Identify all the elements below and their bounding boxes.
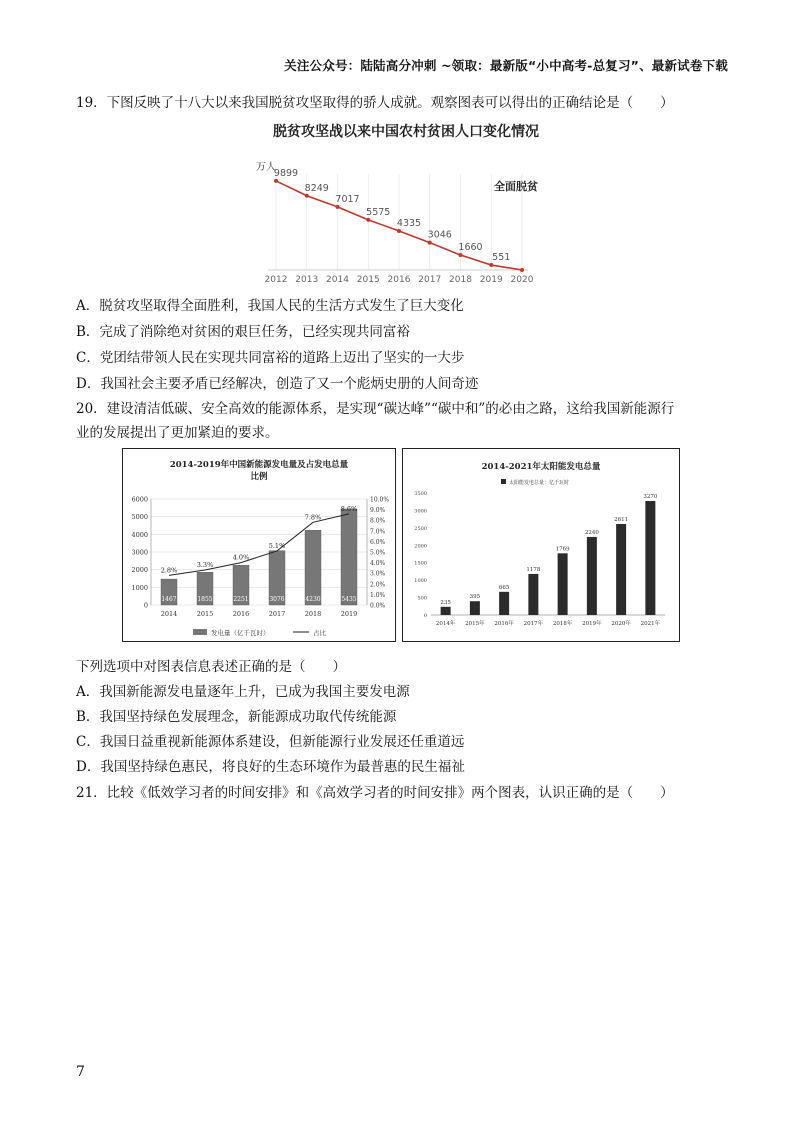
chart1-x-tick-label: 2012 <box>264 275 288 285</box>
q20-option-d: D．我国坚持绿色惠民，将良好的生态环境作为最普惠的民生福祉 <box>76 759 465 775</box>
chart3-x-tick-label: 2018年 <box>552 621 573 627</box>
chart1-data-label: 4335 <box>396 217 422 229</box>
chart3-bar <box>558 553 568 615</box>
chart2-y2-tick-label: 2.0% <box>370 581 386 589</box>
chart2-ratio-label: 5.1% <box>268 541 286 550</box>
chart1-data-label: 3046 <box>427 229 452 241</box>
chart2-bar-label: 3076 <box>269 596 285 603</box>
chart2-y2-tick-label: 5.0% <box>370 549 386 557</box>
chart3-y-tick-label: 3000 <box>414 508 427 515</box>
chart2-y2-tick-label: 3.0% <box>370 570 386 578</box>
chart1-point <box>336 205 340 209</box>
q19-option-a: A．脱贫攻坚取得全面胜利，我国人民的生活方式发生了巨大变化 <box>76 298 464 314</box>
chart3-legend-label: 太阳能发电总量：亿千瓦时 <box>509 480 570 486</box>
chart3-x-tick-label: 2017年 <box>523 621 544 627</box>
chart1-data-label: 7017 <box>335 193 360 205</box>
chart2-bar <box>305 530 321 605</box>
chart2-y2-tick-label: 6.0% <box>370 538 386 546</box>
chart1-data-label: 551 <box>492 252 511 264</box>
chart3-y-tick-label: 1500 <box>414 560 427 567</box>
chart2-y2-tick-label: 7.0% <box>370 528 386 536</box>
chart2-bar-label: 2251 <box>233 596 249 603</box>
chart3-bar-label: 235 <box>440 599 451 606</box>
chart1-point <box>459 253 463 257</box>
q19-option-c: C．党团结带领人民在实现共同富裕的道路上迈出了坚实的一大步 <box>76 350 465 366</box>
page-header: 关注公众号：陆陆高分冲刺 ~领取：最新版“小中高考-总复习”、最新试卷下载 <box>284 58 728 73</box>
q20-stem-line-1: 20．建设清洁低碳、安全高效的能源体系，是实现“碳达峰”“碳中和”的必由之路，这给我国新能源行 <box>76 401 675 417</box>
chart3-bar <box>528 574 538 615</box>
chart1-point <box>520 268 524 272</box>
solar-power-bar-chart <box>403 449 679 641</box>
question-20-stem <box>76 397 726 445</box>
chart3-x-tick-label: 2016年 <box>494 621 514 627</box>
chart3-bar <box>645 501 655 615</box>
chart2-y-tick-label: 3000 <box>131 548 148 557</box>
chart2-ratio-label: 4.0% <box>232 553 250 562</box>
chart2-ratio-label: 8.6% <box>340 504 358 513</box>
chart2-bar-label: 1855 <box>197 596 213 603</box>
chart3-legend-swatch <box>501 479 506 484</box>
chart1-x-tick-label: 2017 <box>418 275 442 285</box>
chart2-y2-tick-label: 9.0% <box>370 507 386 515</box>
chart1-data-label: 1660 <box>458 242 483 254</box>
poverty-line-chart <box>236 118 576 286</box>
chart2-ratio-label: 2.8% <box>160 566 178 575</box>
chart2-y-tick-label: 4000 <box>131 530 148 539</box>
q19-option-d: D．我国社会主要矛盾已经解决，创造了又一个彪炳史册的人间奇迹 <box>76 376 479 392</box>
chart3-x-tick-label: 2014年 <box>435 621 456 627</box>
chart3-bar-label: 2240 <box>584 529 599 536</box>
chart3-bar-label: 2611 <box>614 516 629 523</box>
chart3-x-tick-label: 2015年 <box>465 621 485 627</box>
chart1-ylabel: 万人 <box>256 162 276 173</box>
chart2-title-line1: 2014-2019年中国新能源发电量及占发电总量 <box>169 460 349 470</box>
chart3-y-tick-label: 2500 <box>414 525 427 532</box>
chart3-bar <box>441 607 451 615</box>
chart2-y2-tick-label: 0.0% <box>370 602 386 610</box>
chart2-y2-tick-label: 4.0% <box>370 560 386 568</box>
chart2-ratio-label: 7.8% <box>304 513 322 522</box>
q20-prompt: 下列选项中对图表信息表述正确的是（ ） <box>76 659 346 675</box>
chart1-point <box>397 229 401 233</box>
chart3-x-tick-label: 2019年 <box>582 621 602 627</box>
chart1-x-tick-label: 2013 <box>295 275 319 285</box>
chart1-x-tick-label: 2014 <box>326 275 349 285</box>
chart1-data-label: 9899 <box>273 167 299 179</box>
chart1-point <box>428 241 432 245</box>
chart2-y2-tick-label: 10.0% <box>370 496 390 504</box>
q20-option-a: A．我国新能源发电量逐年上升，已成为我国主要发电源 <box>76 684 410 700</box>
chart2-x-tick-label: 2014 <box>160 610 178 618</box>
chart1-annotation: 全面脱贫 <box>494 180 538 193</box>
q20-stem-line-2: 业的发展提出了更加紧迫的要求。 <box>76 425 279 441</box>
chart3-bar-label: 1769 <box>555 546 570 553</box>
chart1-x-tick-label: 2016 <box>387 275 411 285</box>
chart1-point <box>366 218 370 222</box>
chart2-y2-tick-label: 1.0% <box>370 591 386 599</box>
chart2-x-tick-label: 2019 <box>340 610 358 618</box>
chart3-y-tick-label: 0 <box>423 613 427 619</box>
chart2-y-tick-label: 6000 <box>131 495 148 504</box>
chart3-bar <box>499 592 509 615</box>
chart2-y-tick-label: 5000 <box>131 513 148 522</box>
q19-option-b: B．完成了消除绝对贫困的艰巨任务，已经实现共同富裕 <box>76 324 410 340</box>
chart1-point <box>305 194 309 198</box>
chart2-frame <box>122 448 396 642</box>
q20-option-c: C．我国日益重视新能源体系建设，但新能源行业发展还任重道远 <box>76 734 465 750</box>
chart2-x-tick-label: 2015 <box>196 610 214 618</box>
chart3-x-tick-label: 2021年 <box>640 621 661 627</box>
chart2-y-tick-label: 0 <box>143 601 148 610</box>
chart3-bar-label: 3270 <box>643 494 658 501</box>
chart1-point <box>274 179 278 183</box>
chart3-bar-label: 665 <box>498 584 510 591</box>
chart2-bar-label: 1467 <box>161 596 177 603</box>
chart1-data-label: 8249 <box>304 182 329 194</box>
chart2-bar <box>341 509 357 605</box>
chart1-x-tick-label: 2019 <box>479 275 503 285</box>
chart1-x-tick-label: 2020 <box>510 275 534 285</box>
chart1-data-label: 5575 <box>366 206 391 218</box>
chart3-bar-label: 1178 <box>526 566 541 573</box>
chart3-x-tick-label: 2020年 <box>611 621 631 627</box>
chart3-bar-label: 395 <box>469 594 481 601</box>
new-energy-combo-chart <box>123 449 395 641</box>
chart2-legend-bar-swatch <box>193 629 207 635</box>
chart2-y-tick-label: 2000 <box>131 566 148 575</box>
chart3-bar <box>587 537 597 615</box>
chart3-y-tick-label: 500 <box>417 595 427 602</box>
chart3-y-tick-label: 1000 <box>414 578 427 585</box>
chart2-x-tick-label: 2017 <box>268 610 286 618</box>
chart2-ratio-label: 3.3% <box>196 561 214 570</box>
chart1-point <box>489 263 493 267</box>
chart2-y2-tick-label: 8.0% <box>370 517 386 525</box>
question-19-stem: 19．下图反映了十八大以来我国脱贫攻坚取得的骄人成就。观察图表可以得出的正确结论是（ ） <box>76 95 674 111</box>
chart2-y-tick-label: 1000 <box>131 583 148 592</box>
page-number: 7 <box>76 1064 85 1080</box>
chart1-x-tick-label: 2015 <box>356 275 380 285</box>
chart3-y-tick-label: 3500 <box>414 491 427 497</box>
question-21-stem: 21．比较《低效学习者的时间安排》和《高效学习者的时间安排》两个图表，认识正确的是（ ） <box>76 785 674 801</box>
q20-option-b: B．我国坚持绿色发展理念，新能源成功取代传统能源 <box>76 709 397 725</box>
chart3-bar <box>616 524 626 615</box>
chart2-legend-bar-label: 发电量（亿千瓦时） <box>211 629 270 637</box>
chart2-bar-label: 4230 <box>305 596 321 603</box>
chart1-title: 脱贫攻坚战以来中国农村贫困人口变化情况 <box>273 124 539 140</box>
chart1-x-tick-label: 2018 <box>449 275 472 285</box>
chart2-x-tick-label: 2016 <box>232 610 250 618</box>
chart3-frame <box>402 448 680 642</box>
chart3-title: 2014-2021年太阳能发电总量 <box>481 462 601 472</box>
chart3-bar <box>470 601 480 615</box>
chart2-x-tick-label: 2018 <box>304 610 322 618</box>
chart2-bar-label: 5435 <box>341 596 357 603</box>
chart3-y-tick-label: 2000 <box>414 543 427 550</box>
chart2-legend-line-label: 占比 <box>313 629 326 637</box>
chart2-title-line2: 比例 <box>250 472 268 482</box>
